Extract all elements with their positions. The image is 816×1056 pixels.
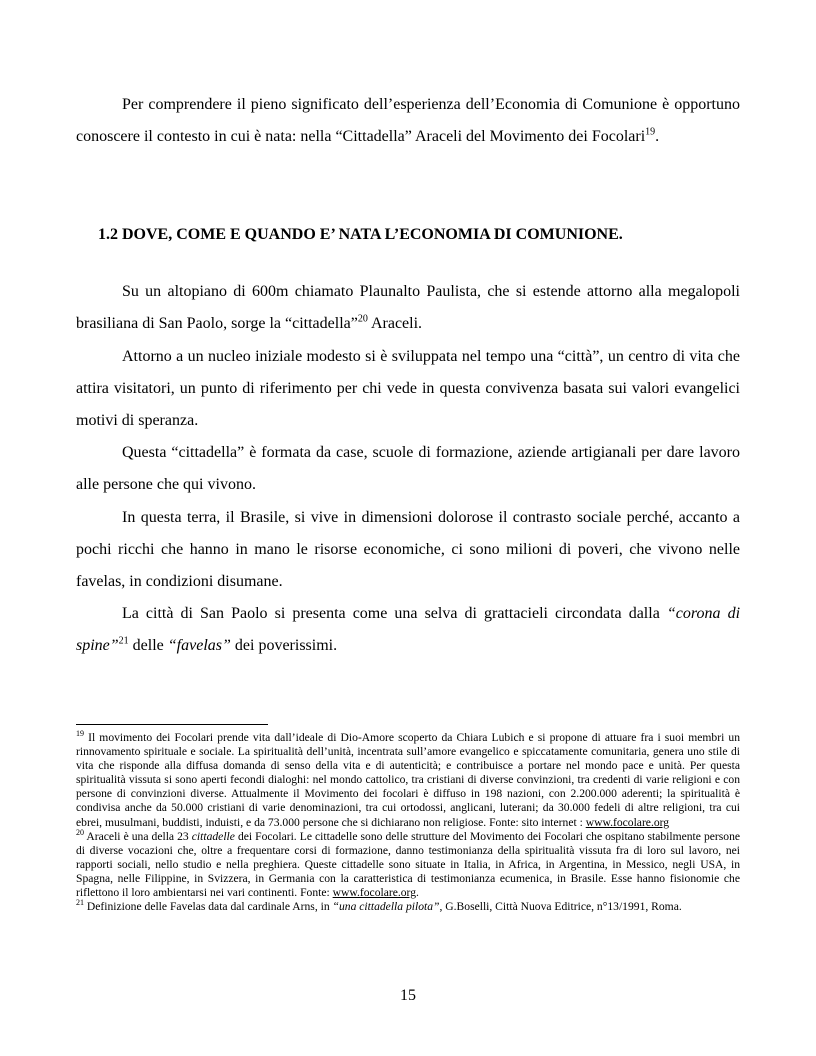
footnote-ref-20[interactable]: 20 [357,313,368,325]
paragraph-5-italic-corona: “corona di spine” [76,605,741,654]
paragraph-5-italic-favelas: “favelas” [167,637,231,654]
page-number: 15 [400,987,416,1004]
footnote-italic: cittadelle [191,829,235,843]
footnote-link[interactable]: www.focolare.org [585,815,670,829]
footnote-lead: Definizione delle Favelas data dal cardinale Arns, in [84,900,333,914]
section-heading: 1.2 DOVE, COME E QUANDO E’ NATA L’ECONOMIA DI COMUNIONE. [98,226,623,243]
footnote-text: Il movimento dei Focolari prende vita dall’ideale di Dio-Amore scoperto da Chiara Lubich e si propone di attuare fra i suoi membri un rinnovamento spirituale e sociale. La spiritualità dell’unità, incentrata sull’amore evangelico e spiccatamente comunitaria, genera uno stile di vita che risponde alla diffusa domanda di senso della vita e di autenticità; e contribuisce a portare nel mondo pace e unità. Per questa spiritualità vissuta si sono aperti fecondi dialoghi: nel mondo cattolico, tra cristiani di diverse convinzioni, tra credenti di varie religioni e con persone di convinzioni diverse. Attualmente il Movimento dei focolari è diffuso in 198 nazioni, con 2.200.000 aderenti; la spiritualità è condivisa anche da 50.000 cristiani di varie denominazioni, tra cui ortodossi, anglicani, luterani; da 30.000 fedeli di altre religioni, tra cui ebrei, musulmani, buddisti, induisti, e da 73.000 persone che si dichiarano non religiose. Fonte: sito internet : [76,731,740,829]
footnote-number: 20 [76,827,84,837]
paragraph-5-mid: delle [128,637,168,654]
paragraph-5 [76,598,740,662]
paragraph-4: In questa terra, il Brasile, si vive in dimensioni dolorose il contrasto sociale perché, accanto a pochi ricchi che hanno in mano le risorse economiche, ci sono milioni di poveri, che vivono nelle favelas, in condizioni disumane. [76,509,740,590]
footnote-lead: Araceli è una della 23 [84,829,192,843]
footnote-link[interactable]: www.focolare.org [332,886,417,900]
footnote-italic: “una cittadella pilota” [332,900,440,914]
paragraph-2: Attorno a un nucleo iniziale modesto si è sviluppata nel tempo una “città”, un centro di vita che attira visitatori, un punto di riferimento per chi vede in questa convivenza basata sui valori evangelici motivi di speranza. [76,348,740,429]
footnote-number: 21 [76,898,84,908]
footnote-ref-21[interactable]: 21 [118,635,129,647]
paragraph-1 [76,276,740,340]
paragraph-5-lead: La città di San Paolo si presenta come una selva di grattacieli circondata dalla [122,605,667,622]
paragraph-3: Questa “cittadella” è formata da case, scuole di formazione, aziende artigianali per dare lavoro alle persone che qui vivono. [76,444,740,493]
footnote-text: , G.Boselli, Città Nuova Editrice, n°13/1991, Roma. [439,900,682,914]
footnote-19 [76,731,740,830]
footnote-number: 19 [76,729,84,739]
footnote-21 [76,900,740,914]
intro-text: Per comprendere il pieno significato dell’esperienza dell’Economia di Comunione è opportuno conoscere il contesto in cui è nata: nella “Cittadella” Araceli del Movimento dei Focolari [76,96,740,145]
intro-paragraph [76,89,740,153]
paragraph-5-tail: dei poverissimi. [230,637,338,654]
paragraph-1-text: Su un altopiano di 600m chiamato Plaunalto Paulista, che si estende attorno alla megalopoli brasiliana di San Paolo, sorge la “cittadella” [76,283,740,332]
footnote-20 [76,827,741,900]
footnote-ref-19[interactable]: 19 [645,126,656,138]
paragraph-1-tail: Araceli. [367,315,423,332]
intro-tail: . [655,128,660,145]
footnotes [76,731,740,914]
footnote-separator [76,724,268,725]
footnote-tail: . [416,886,419,900]
footnote-text: dei Focolari. Le cittadelle sono delle strutture del Movimento dei Focolari che ospitano stabilmente persone di diverse vocazioni che, oltre a frequentare corsi di formazione, danno testimonianza della spiritualità vissuta fra di loro sul lavoro, nei rapporti sociali, nello studio e nella preghiera. Queste cittadelle sono situate in Italia, in Africa, in Argentina, in Messico, negli USA, in Spagna, nelle Filippine, in Svizzera, in Germania con la caratteristica di testimonianza ecumenica, in Brasile. Esse hanno fisionomie che riflettono il loro ambientarsi nei vari continenti. Fonte: [76,829,741,900]
